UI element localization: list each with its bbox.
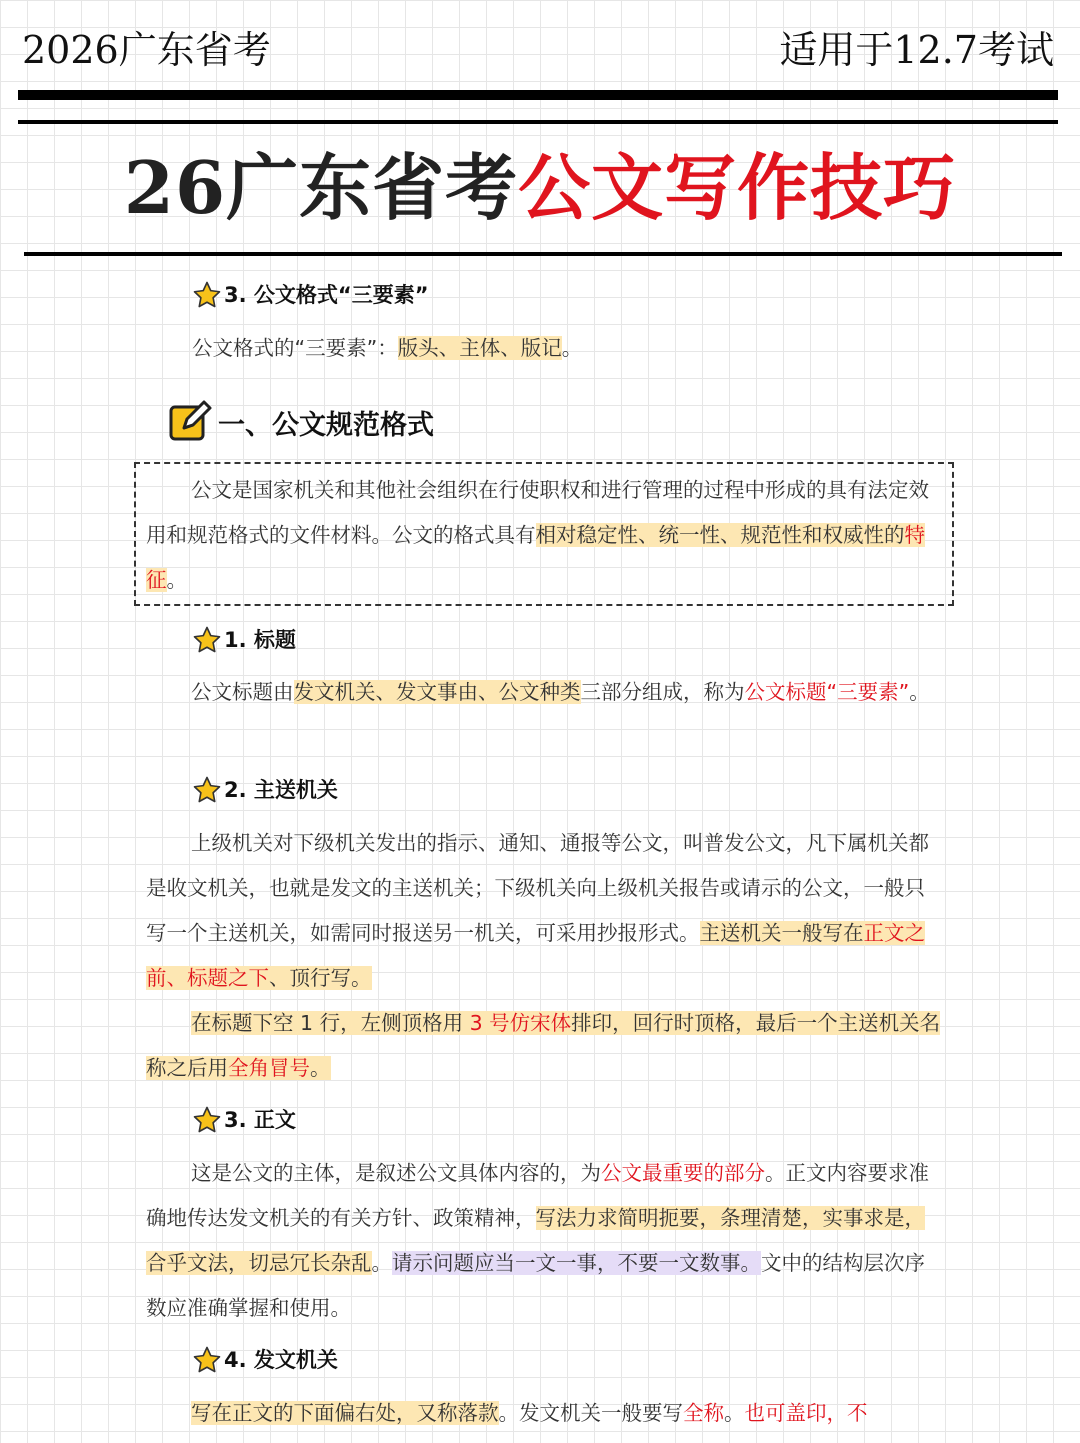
red-text: 公文标题“三要素” [744,680,910,704]
highlight: 写在正文的下面偏右处，又称落款 [191,1401,499,1425]
text: 三部分组成，称为 [580,680,745,704]
heading-issuing-authority [192,1345,338,1375]
divider-thin [18,120,1058,124]
highlight-red: 3 号仿宋体 [469,1011,572,1035]
format-elements-text [192,326,582,371]
highlight: 版头、主体、版记 [397,336,562,360]
heading-main-recipient [192,775,338,805]
text: 。 [166,568,187,592]
highlight: 发文机关、发文事由、公文种类 [293,680,581,704]
star-icon [192,280,222,310]
red-text: 也可盖印，不 [744,1401,868,1425]
text: 。 [371,1251,392,1275]
highlight: 相对稳定性、统一性、规范性和权威性 [535,523,884,547]
text: 。发文机关一般要写 [498,1401,683,1425]
divider-under-title [24,252,1062,256]
text: 。 [909,680,930,704]
heading-text: 4. 发文机关 [224,1348,338,1372]
main-recipient-text-2 [146,1001,942,1091]
text: 公文标题由 [191,680,294,704]
heading-body [192,1105,296,1135]
issuing-authority-text [146,1391,942,1436]
highlight: 。 [310,1056,331,1080]
body-text [146,1151,942,1331]
header-right: 适用于12.7考试 [779,28,1054,72]
definition-text [146,468,942,603]
highlight-red: 正文之前、标题之下 [146,921,925,990]
heading-text: 3. 公文格式“三要素” [224,283,429,307]
red-text: 全称 [683,1401,724,1425]
section-title: 一、公文规范格式 [218,409,434,441]
highlight: 主送机关一般写在 [699,921,864,945]
text: 上级机关对下级机关发出的指示、通知、通报等公文，叫普发公文，凡下属机关都是收文机关，也就是发文的主送机关；下级机关向上级机关报告或请示的公文，一般只写一个主送机关，如需同时报送另一机关，可采用抄报形式。 [146,831,929,945]
text: 。 [724,1401,745,1425]
header-left: 2026广东省考 [22,28,271,72]
text: 公文是国家机关和其他社会组织在行使职权和进行管理的过程中形成的具有法定效用和规范格式的文件材料。公文的格式具有 [146,478,929,547]
highlight-red: 特征 [146,523,925,592]
star-icon [192,625,222,655]
highlight: 写法力求简明扼要，条理清楚，实事求是，合乎文法，切忌冗长杂乱 [146,1206,925,1275]
title-red: 公文写作技巧 [518,145,957,230]
star-icon [192,1105,222,1135]
text: 公文格式的“三要素”： [192,336,398,360]
star-icon [192,1345,222,1375]
heading-title [192,625,296,655]
heading-format-elements [192,280,429,310]
highlight: 排印，回行时顶格，最后一个主送机关名称之后用 [146,1011,941,1080]
divider-thick [18,90,1058,100]
main-recipient-text-1 [146,821,942,1001]
text: 。正文内容要求准确地传达发文机关的有关方针、政策精神， [146,1161,929,1230]
title-text [146,670,942,715]
text: 。 [561,336,583,360]
heading-text: 1. 标题 [224,628,296,652]
page-title [0,140,1080,236]
note-edit-icon [166,398,214,446]
heading-text: 2. 主送机关 [224,778,338,802]
text: 这是公文的主体，是叙述公文具体内容的，为 [191,1161,601,1185]
red-text: 公文最重要的部分 [601,1161,765,1185]
heading-text: 3. 正文 [224,1108,296,1132]
highlight-red: 全角冒号 [228,1056,310,1080]
section-heading [166,398,434,446]
highlight: 、顶行写。 [269,966,372,990]
highlight: 在标题下空 1 行，左侧顶格用 [191,1011,470,1035]
star-icon [192,775,222,805]
highlight: 的 [884,523,905,547]
title-black: 26广东省考 [123,145,519,230]
highlight-purple: 请示问题应当一文一事，不要一文数事。 [392,1251,761,1275]
text: 文中的结构层次序数应准确掌握和使用。 [146,1251,925,1320]
